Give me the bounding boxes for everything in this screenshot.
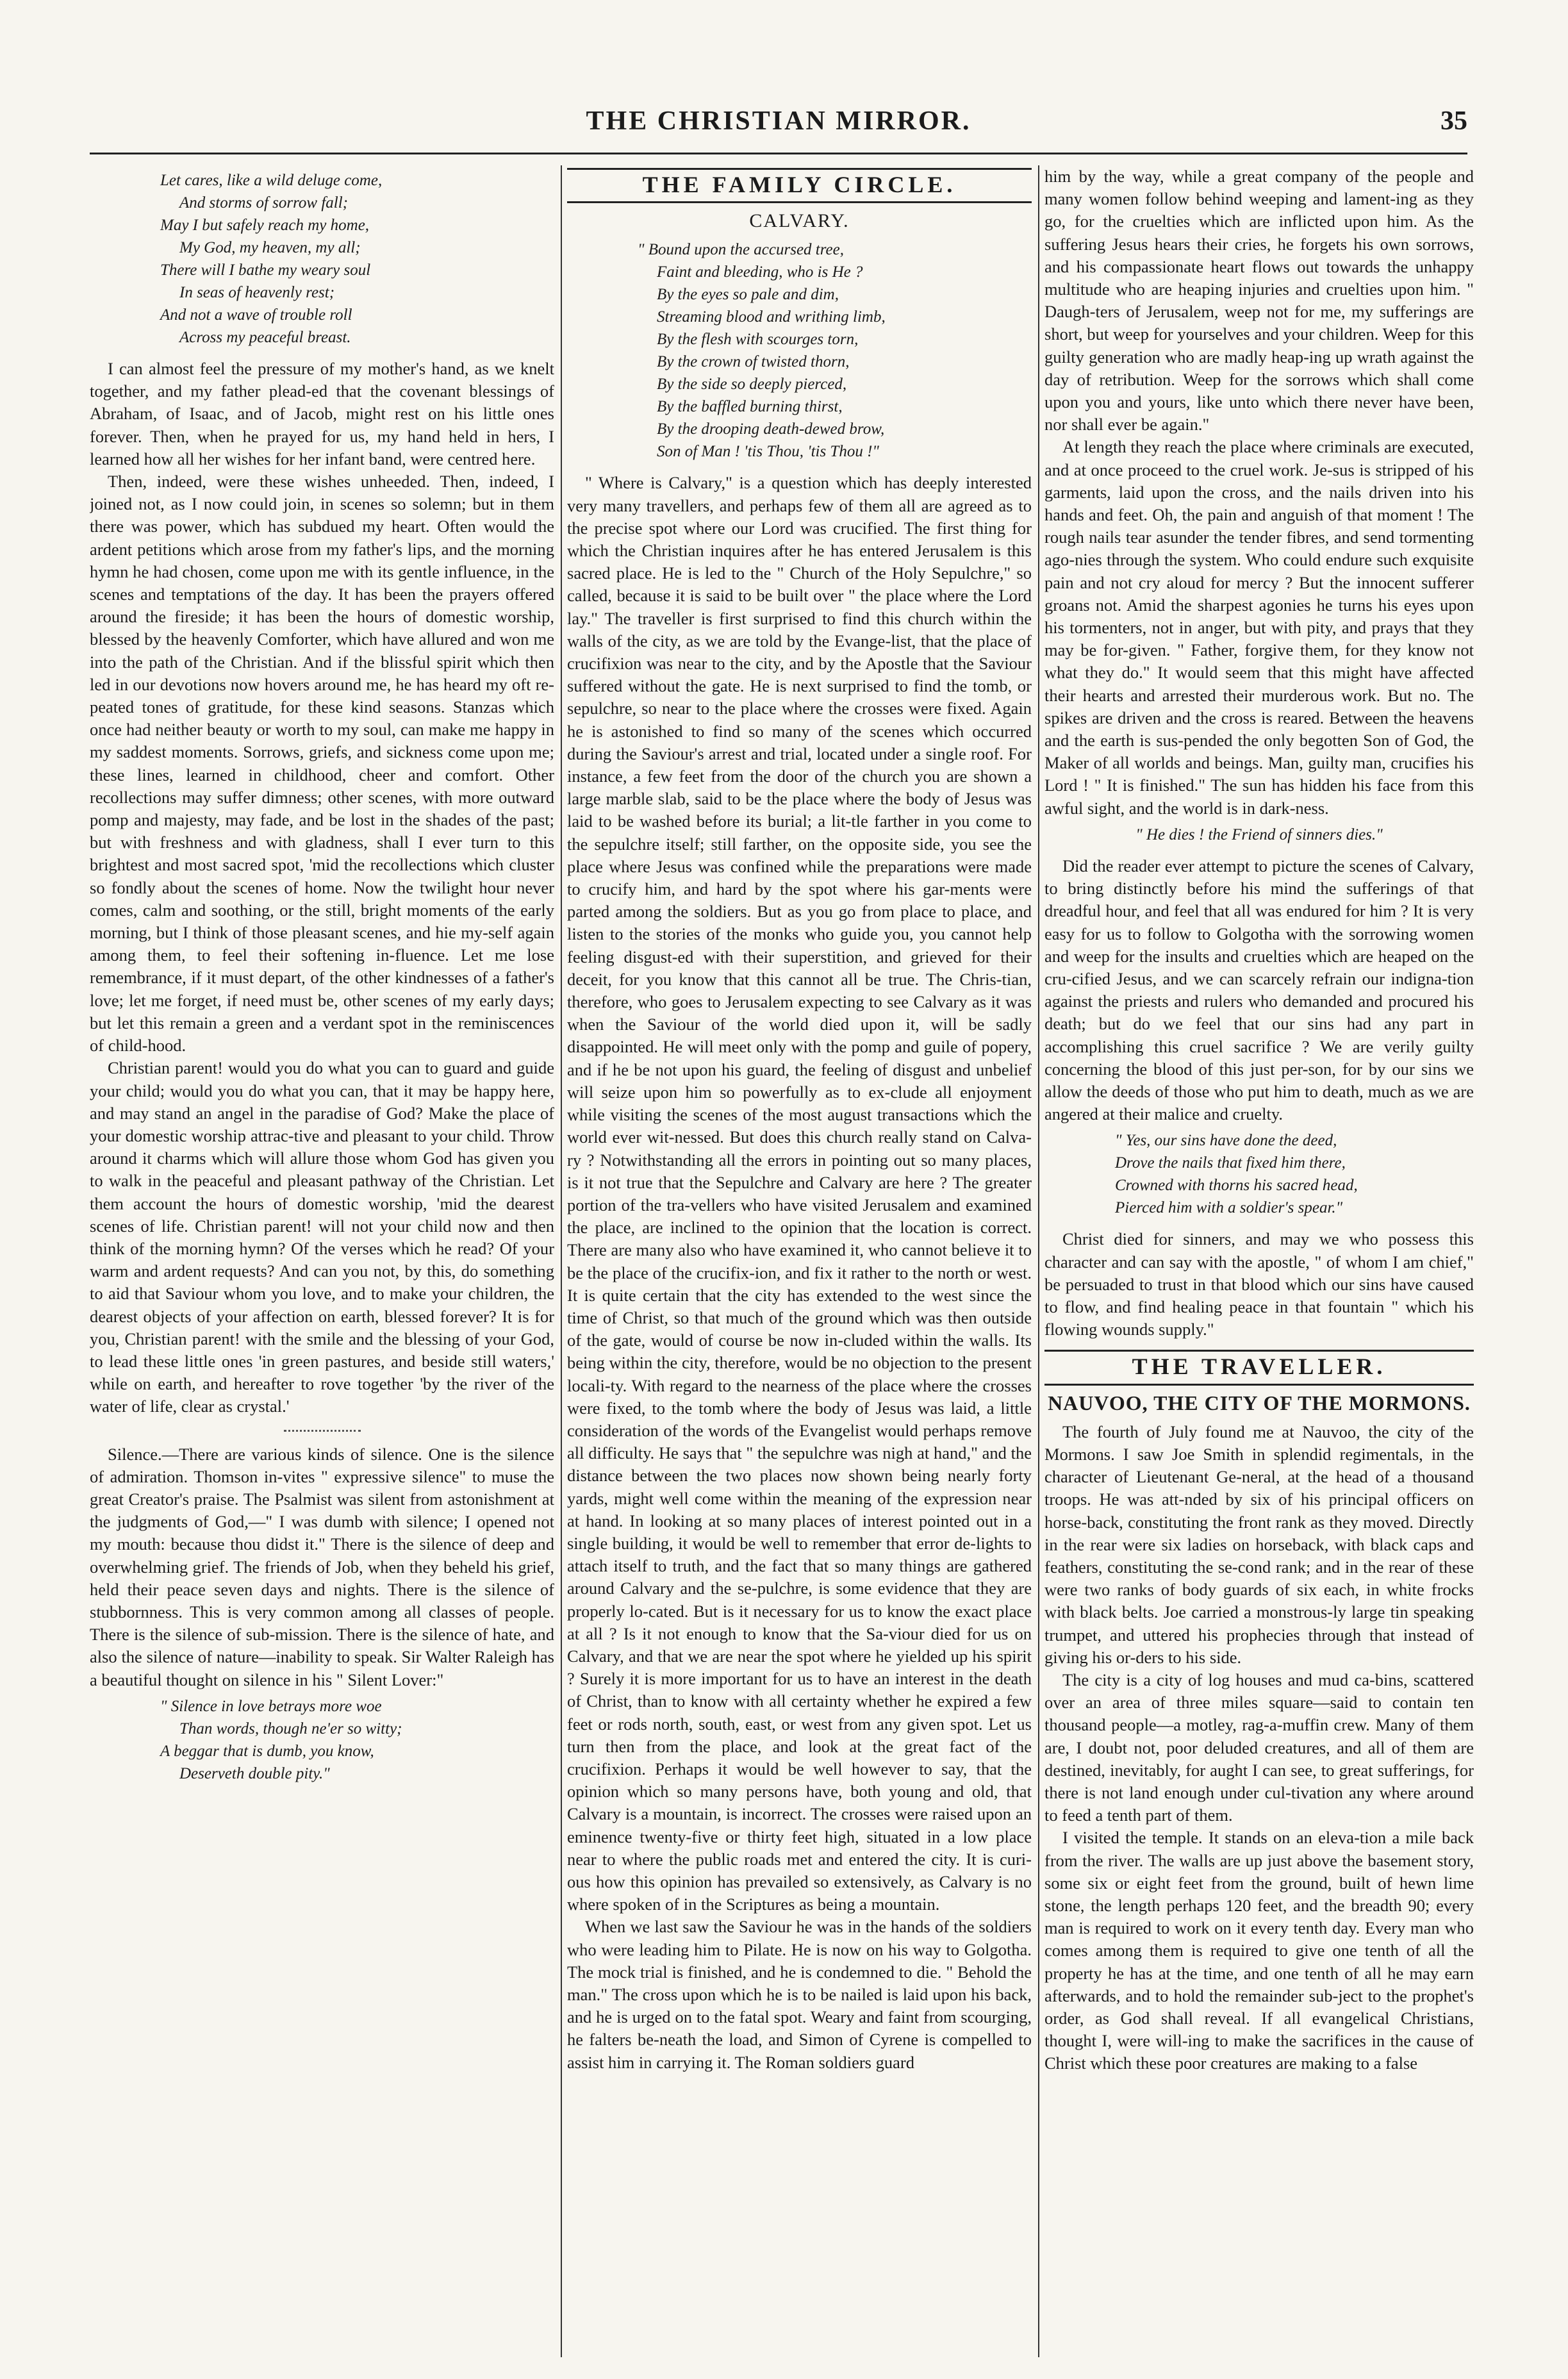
poem-line: Son of Man ! 'tis Thou, 'tis Thou !"	[657, 443, 879, 461]
quote-line: " He dies ! the Friend of sinners dies."	[1135, 825, 1383, 843]
poem-line: In seas of heavenly rest;	[179, 284, 335, 301]
poem-line: A beggar that is dumb, you know,	[160, 1742, 374, 1760]
poem-line: By the baffled burning thirst,	[657, 398, 843, 416]
poem-line: Let cares, like a wild deluge come,	[160, 172, 383, 189]
poem-line: By the eyes so pale and dim,	[657, 286, 839, 304]
poem-line: And not a wave of trouble roll	[160, 306, 352, 324]
poem-line: My God, my heaven, my all;	[179, 239, 361, 256]
paragraph: I can almost feel the pressure of my mother's hand, as we knelt together, and my father plead-ed that the covenant blessings of Abraham, of Isaac, and of Jacob, might rest on his little ones forever. Then, when he prayed for us, my hand held in hers, I learned how all her wishes for her infant band, were centred here.	[90, 359, 554, 468]
column-3	[1044, 165, 1474, 2357]
poem-line: Streaming blood and writhing limb,	[657, 308, 886, 326]
paragraph: Christ died for sinners, and may we who possess this character and can say with the apostle, " of whom I am chief," be persuaded to trust in that blood which our sins have caused to flow, and find healing peace in that fountain " which his flowing wounds supply."	[1044, 1229, 1474, 1339]
poem-line: By the flesh with scourges torn,	[657, 331, 859, 349]
paragraph: Christian parent! would you do what you can to guard and guide your child; would you do what you can, that it may be happy here, and may stand an angel in the paradise of God? Make the place of your domestic worship attrac-tive and pleasant to your child. Throw around it charms which will allure those whom God has given you to walk in the peaceful and pleasant pathway of the Christian. Let them account the hours of domestic worship, 'mid the dearest scenes of life. Christian parent! will not your child now and then think of the morning hymn? Of the verses which he read? Of your warm and ardent requests? And can you not, by this, do something to aid that Saviour whom you love, and to make your children, the dearest objects of your affection on earth, blessed forever? It is for you, Christian parent! with the smile and the blessing of your God, to lead these little ones 'in green pastures, and beside still waters,' while on earth, and hereafter to rove together 'by the river of the water of life, clear as crystal.'	[90, 1058, 554, 1416]
poem-line: Than words, though ne'er so witty;	[179, 1720, 402, 1737]
paragraph: " Where is Calvary," is a question which has deeply interested very many travellers, and perhaps few of them all are agreed as to the precise spot where our Lord was crucified. The first thing for which the Christian inquires after he has entered Jerusalem is this sacred place. He is led to the " Church of the Holy Sepulchre," so called, because it is said to be built over " the place where the Lord lay." The traveller is first surprised to find this church within the walls of the city, as we are told by the Evange-list, that the place of crucifixion was near to the city, and by the Apostle that the Saviour suffered without the gate. He is next surprised to find the tomb, or sepulchre, so near to the place where the crosses were fixed. Again he is astonished to find so many of the scenes which occurred during the Saviour's arrest and trial, located under a single roof. For instance, a few feet from the door of the church you are shown a large marble slab, said to be the place where the body of Jesus was laid to be washed before its burial; a lit-tle farther in you come to the sepulchre itself; still farther, on the opposite side, you see the place where Jesus was confined while the preparations were made to crucify him, and hard by the spot where his gar-ments were parted among the soldiers. But as you go from place to place, and listen to the stories of the monks who guide you, you cannot help feeling disgust-ed with their superstition, and grieved for their deceit, for you know that this cannot all be true. The Chris-tian, therefore, who goes to Jerusalem expecting to see Calvary as it was when the Saviour of the world died upon it, will be sadly disappointed. He will meet only with the pomp and guile of popery, and if he be not upon his guard, the feeling of disgust and unbelief will seize upon him so powerfully as to ex-clude all enjoyment while visiting the scenes of the most august transactions which the world ever wit-nessed. But does this church really stand on Calva-ry ? Notwithstanding all the errors in pointing out so many places, is it not true that the Sepulchre and Calvary are here ? The greater portion of the tra-vellers who have visited Jerusalem and examined the place, are inclined to the opinion that the location is correct. There are many also who have examined it, who cannot believe it to be the place of the crucifix-ion, and fix it rather to the north or west. It is quite certain that the city has extended to the west since the time of Christ, so that much of the ground which was then outside of the gate, would of course be now in-cluded within the walls. Its being within the city, therefore, would be no objection to the present locali-ty. With regard to the nearness of the place where the crosses were fixed, to the tomb where the body of Jesus was laid, a little consideration of the words of the Evangelist would perhaps remove all difficulty. He says that " the sepulchre was nigh at hand," and the distance between the two places now shown being nearly forty yards, might well come within the meaning of the expression near at hand. In looking at so many places of interest pointed out in a single building, it would be well to remember that error de-lights to attach itself to truth, and the fact that so many things are gathered around Calvary and the se-pulchre, is some evidence that they are properly lo-cated. But is it necessary for us to know the exact place at all ? Is it not enough to know that the Sa-viour died for us on Calvary, and that we are near the spot where he yielded up his spirit ? Surely it is more important for us to have an interest in the death of Christ, than to know with all certainty whether he expired a few feet or rods north, south, east, or west from any given spot. Let us turn then from the place, and look at the great fact of the crucifixion. Perhaps it would be well however to say, that the opinion which so many persons have, both young and old, that Calvary is a mountain, is incorrect. The crosses were raised upon an eminence twenty-five or thirty feet high, situated in a low place near to where the public roads met and entered the city. It is curi-ous how this opinion has prevailed so extensively, as Calvary is no where spoken of in the Scriptures as being a mountain.	[567, 473, 1032, 1914]
column-2	[567, 165, 1032, 2357]
article-title: NAUVOO, THE CITY OF THE MORMONS.	[1048, 1391, 1471, 1414]
poem-line: Faint and bleeding, who is He ?	[657, 263, 863, 281]
column-divider	[561, 165, 562, 2357]
poem-line: " Bound upon the accursed tree,	[638, 241, 844, 259]
paragraph: him by the way, while a great company of the people and many women follow behind weeping and lament-ing as they go, for the cruelties which are inflicted upon him. As the suffering Jesus hears their cries, he forgets his own sorrows, and his compassionate heart flows out towards the unhappy multitude who are heaping injuries and cruelties upon him. " Daugh-ters of Jerusalem, weep not for me, my sufferings are short, but weep for yourselves and your children. Weep for this guilty generation who are madly heap-ing up wrath against the day of retribution. Weep for the sorrows which shall come upon you and yours, like unto which there never have been, nor shall ever be again."	[1044, 167, 1474, 435]
paragraph: I visited the temple. It stands on an eleva-tion a mile back from the river. The walls are up just above the basement story, some six or eight feet from the ground, built of hewn lime stone, the length perhaps 120 feet, and the breadth 90; every man is required to work on it every tenth day. Every man who comes among them is required to give one tenth of all the property he has at the time, and one tenth of all he may earn afterwards, and to hold the remainder sub-ject to the prophet's order, as God shall reveal. If all evangelical Christians, thought I, were will-ing to make the sacrifices in the cause of Christ which these poor creatures are making to a false	[1044, 1828, 1474, 2073]
poem-line: Drove the nails that fixed him there,	[1115, 1154, 1346, 1172]
page-title: THE CHRISTIAN MIRROR.	[586, 106, 971, 136]
page-header	[90, 106, 1467, 144]
closing-poem	[90, 1695, 554, 1785]
article-title: CALVARY.	[749, 210, 850, 232]
poem-line: By the drooping death-dewed brow,	[657, 420, 885, 438]
header-rule	[90, 153, 1467, 154]
poem-line: " Yes, our sins have done the deed,	[1115, 1132, 1337, 1150]
paragraph: At length they reach the place where criminals are executed, and at once proceed to the cruel work. Je-sus is stripped of his garments, laid upon the cross, and the nails driven into his hands and feet. Oh, the pain and anguish of that moment ! The rough nails tear asunder the tender fibres, and send tormenting ago-nies through the system. Who could endure such exquisite pain and not cry aloud for mercy ? But the innocent sufferer groans not. Amid the sharpest agonies he turns his eyes upon his tormenters, not in anger, but with pity, and prays that they may be for-given. " Father, forgive them, for they know not what they do." It would seem that this might have affected their hearts and arrested their murderous work. But no. The spikes are driven and the cross is reared. Between the heavens and the earth is sus-pended the only begotten Son of God, the Maker of all worlds and beings. Man, guilty man, crucifies his Lord ! " It is finished." The sun has hidden his face from this awful sight, and the world is in dark-ness.	[1044, 437, 1474, 818]
paragraph: Silence.—There are various kinds of silence. One is the silence of admiration. Thomson in-vites " expressive silence" to muse the great Creator's praise. The Psalmist was silent from astonishment at the judgments of God,—" I was dumb with silence; I opened not my mouth: because thou didst it." There is the silence of deep and overwhelming grief. The friends of Job, when they beheld his grief, held their peace seven days and nights. There is the silence of stubbornness. This is very common among all classes of people. There is the silence of sub-mission. There is the silence of hate, and also the silence of nature—inability to speak. Sir Walter Raleigh has a beautiful thought on silence in his " Silent Lover:"	[90, 1444, 554, 1689]
section-heading: THE TRAVELLER.	[1044, 1350, 1474, 1385]
calvary-poem	[567, 238, 1032, 463]
poem-line: Crowned with thorns his sacred head,	[1115, 1177, 1358, 1195]
paragraph: Did the reader ever attempt to picture the scenes of Calvary, to bring distinctly before his mind the sufferings of that dreadful hour, and feel that all was endured for him ? It is very easy for us to follow to Golgotha with the sorrowing women and weep for the insults and cruelties which are heaped on the cru-cified Jesus, and we can scarcely refrain our indigna-tion against the priests and rulers who demanded and procured his death; but do we feel that our sins had any part in accomplishing this cruel sacrifice ? We are verily guilty concerning the blood of this just per-son, for by our sins we allow the deeds of those who put him to death, much as we are angered at their malice and cruelty.	[1044, 856, 1474, 1124]
poem-line: There will I bathe my weary soul	[160, 261, 371, 279]
opening-poem	[90, 169, 554, 349]
paragraph: The fourth of July found me at Nauvoo, the city of the Mormons. I saw Joe Smith in splendid regimentals, in the character of Lieutenant Ge-neral, at the head of a thousand troops. He was att-nded by six of his principal officers on horse-back, constituting the front rank as they moved. Directly in the rear were six ladies on horseback, with black caps and feathers, constituting the se-cond rank; and in the rear of these were two ranks of body guards of six each, in white frocks with black belts. Joe carried a monstrous-ly large tin speaking trumpet, and uttered his prophecies through that instead of giving his or-ders to his side.	[1044, 1422, 1474, 1667]
paragraph: Then, indeed, were these wishes unheeded. Then, indeed, I joined not, as I now could join, in scenes so solemn; but in them there was power, which has subdued my heart. Often would the ardent petitions which arose from my father's lips, and the morning hymn he had chosen, come upon me with its gentle influence, in the scenes and temptations of the day. It has been the prayers offered around the fireside; it has been the hours of domestic worship, blessed by the heavenly Comforter, which have allured and won me into the path of the Christian. And if the blissful spirit which then led in our devotions now hovers around me, he has heard my oft re-peated tones of gratitude, for these kind seasons. Stanzas which once had neither beauty or worth to my soul, can make me happy in my saddest moments. Sorrows, griefs, and sickness come upon me; these lines, learned in childhood, cheer and comfort. Other recollections may suffer dimness; other scenes, with more outward pomp and majesty, may fade, and be lost in the shades of the past; but with freshness and with gladness, shall I ever turn to this brightest and most sacred spot, 'mid the recollections which cluster so fondly about the scenes of home. Now the twilight hour never comes, calm and soothing, or the still, bright moments of the early morning, but I think of those pleasant scenes, and hie my-self again among them, to feel their softening in-fluence. Let me lose remembrance, if it must depart, of the other kindnesses of a father's love; let me forget, if need must be, other scenes of my early days; but let this remain a green and a verdant spot in the reminiscences of child-hood.	[90, 472, 554, 1056]
poem-line: Deserveth double pity."	[179, 1764, 330, 1782]
poem-line: " Silence in love betrays more woe	[160, 1697, 382, 1715]
section-separator	[284, 1430, 361, 1432]
column-1	[90, 165, 554, 2357]
poem-line: Pierced him with a soldier's spear."	[1115, 1199, 1343, 1217]
paragraph: The city is a city of log houses and mud ca-bins, scattered over an area of three miles square—said to contain ten thousand people—a motley, rag-a-muffin crew. Many of them are, I doubt not, poor deluded creatures, and all of them are destined, inevitably, for aught I can see, to great sufferings, for there is not land enough under cul-tivation any where around to feed a tenth part of them.	[1044, 1670, 1474, 1825]
poem-line: By the crown of twisted thorn,	[657, 353, 850, 371]
quote	[1044, 824, 1474, 846]
section-heading: THE FAMILY CIRCLE.	[567, 168, 1032, 203]
column-divider	[1038, 165, 1039, 2357]
yes-our-sins-poem	[1044, 1129, 1474, 1219]
page-number: 35	[1440, 106, 1467, 136]
poem-line: And storms of sorrow fall;	[179, 194, 349, 211]
paragraph: When we last saw the Saviour he was in the hands of the soldiers who were leading him to Pilate. He is now on his way to Golgotha. The mock trial is finished, and he is condemned to die. " Behold the man." The cross upon which he is to be nailed is laid upon his back, and he is urged on to the fatal spot. Weary and faint from scourging, he falters be-neath the load, and Simon of Cyrene is compelled to assist him in carrying it. The Roman soldiers guard	[567, 1917, 1032, 2072]
poem-line: By the side so deeply pierced,	[657, 376, 847, 394]
poem-line: Across my peaceful breast.	[179, 329, 351, 346]
poem-line: May I but safely reach my home,	[160, 217, 370, 234]
